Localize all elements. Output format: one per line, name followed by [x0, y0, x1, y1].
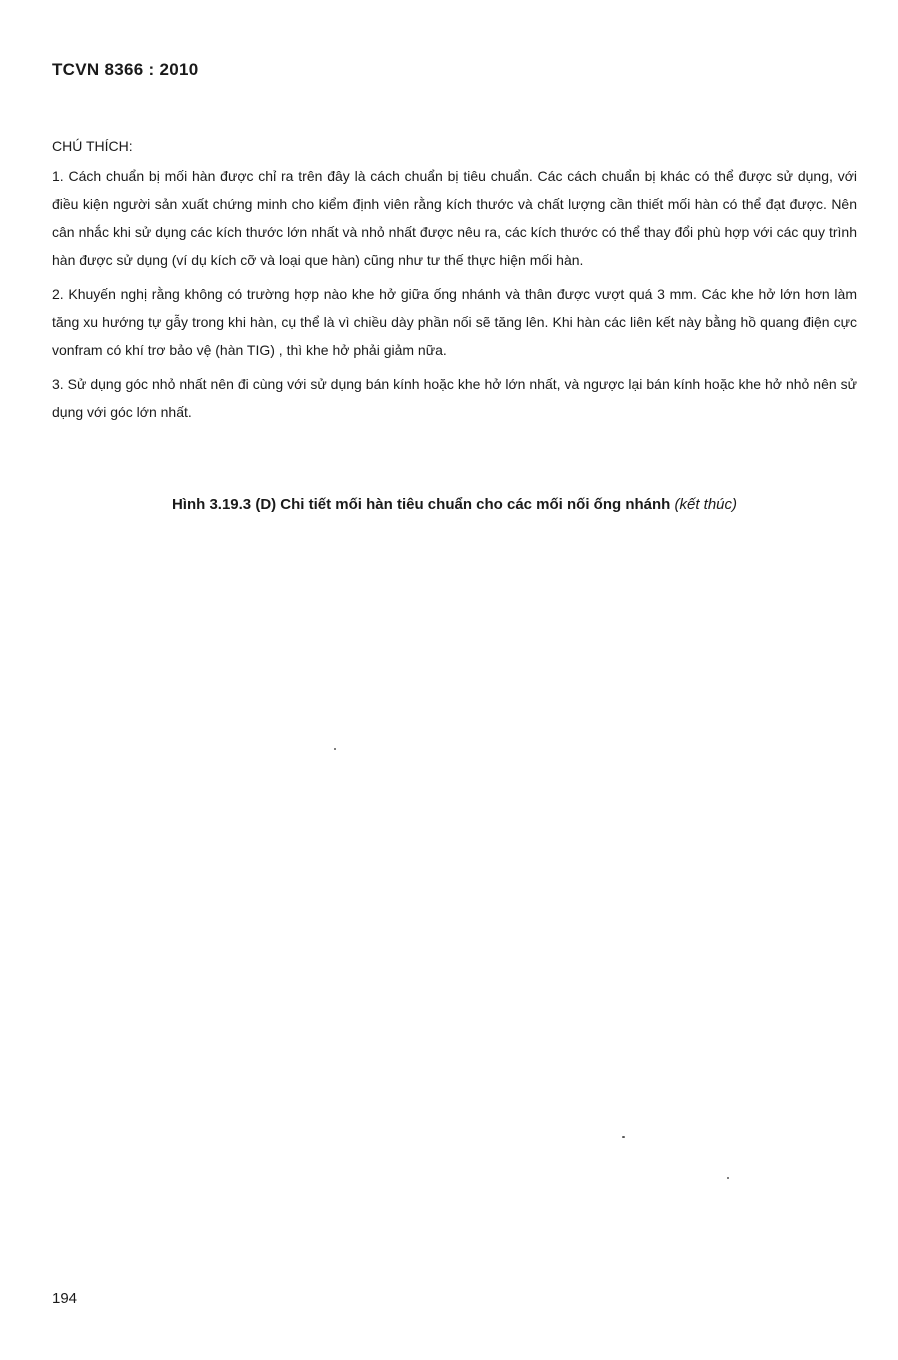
standard-code-header: TCVN 8366 : 2010	[52, 60, 199, 79]
scan-speck	[334, 748, 336, 750]
note-item-2: 2. Khuyến nghị rằng không có trường hợp nào khe hở giữa ống nhánh và thân được vượt quá 3 mm. Các khe hở lớn hơn làm tăng xu hướng tự gẫy trong khi hàn, cụ thể là vì chiều dày phần nối sẽ tăng lên. Khi hàn các liên kết này bằng hồ quang điện cực vonfram có khí trơ bảo vệ (hàn TIG) , thì khe hở phải giảm nữa.	[52, 286, 857, 358]
scan-speck	[622, 1136, 625, 1138]
figure-caption-suffix: (kết thúc)	[674, 496, 738, 513]
page-number: 194	[52, 1290, 78, 1307]
scan-speck	[727, 1177, 729, 1179]
notes-title: CHÚ THÍCH:	[52, 138, 133, 154]
figure-caption-main: Hình 3.19.3 (D) Chi tiết mối hàn tiêu chuẩn cho các mối nối ống nhánh	[171, 496, 671, 513]
notes-section	[52, 132, 857, 432]
figure-caption	[52, 496, 857, 513]
note-item-1: 1. Cách chuẩn bị mối hàn được chỉ ra trên đây là cách chuẩn bị tiêu chuẩn. Các cách chuẩn bị khác có thể được sử dụng, với điều kiện người sản xuất chứng minh cho kiểm định viên rằng kích thước và chất lượng cần thiết mối hàn có thể đạt được. Nên cân nhắc khi sử dụng các kích thước lớn nhất và nhỏ nhất được nêu ra, các kích thước có thể thay đổi phù hợp với các quy trình hàn được sử dụng (ví dụ kích cỡ và loại que hàn) cũng như tư thế thực hiện mối hàn.	[52, 168, 857, 268]
note-item-3: 3. Sử dụng góc nhỏ nhất nên đi cùng với sử dụng bán kính hoặc khe hở lớn nhất, và ngược lại bán kính hoặc khe hở nhỏ nên sử dụng với góc lớn nhất.	[52, 376, 857, 420]
